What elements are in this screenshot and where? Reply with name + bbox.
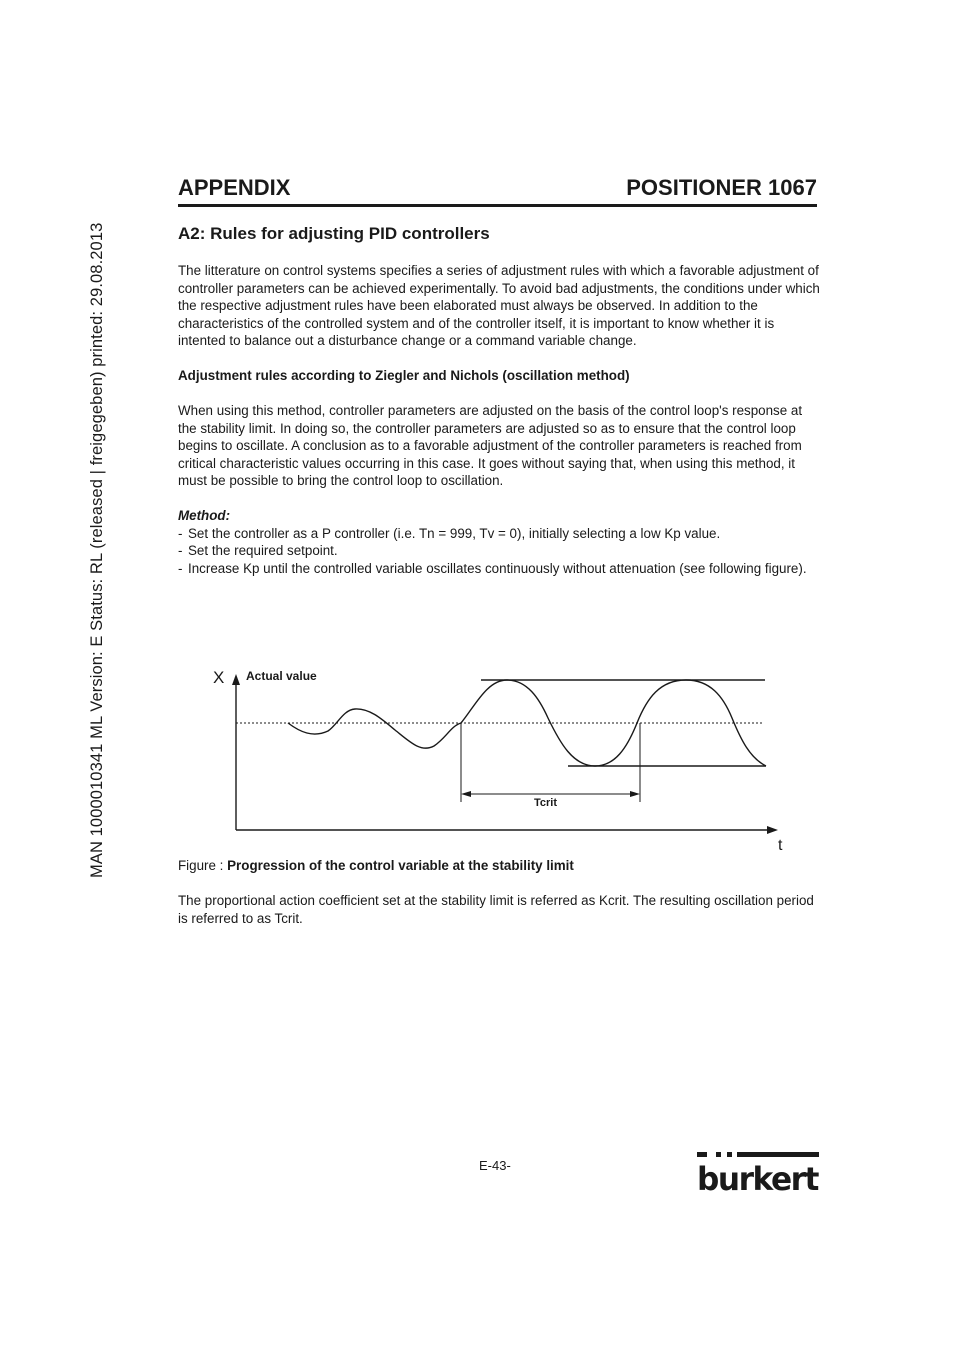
method-description: When using this method, controller parameters are adjusted on the basis of the control loop's response at the stability limit. In doing so, the controller parameters are adjusted so as to ensure that the control loop begins to oscillate. A conclusion as to a favorable adjustment of the controller parameters is reached from critical characteristic values occurring in this case. It goes without saying that, when using this method, it must be possible to bring the control loop to oscillation. [178,403,803,488]
burkert-logo [697,1152,819,1194]
tcrit-arrow-right-head [630,791,640,797]
x-axis-symbol: t [778,837,783,854]
logo-wordmark: burkert [697,1160,819,1194]
method-block [178,507,823,577]
tcrit-label: Tcrit [534,797,558,809]
caption-text: Progression of the control variable at the stability limit [227,858,574,873]
section-title: A2: Rules for adjusting PID controllers [178,224,490,243]
subheading: Adjustment rules according to Ziegler and Nichols (oscillation method) [178,368,630,383]
document-status-text: MAN 1000010341 ML Version: E Status: RL (released | freigegeben) printed: 29.08.2013 [88,222,106,878]
caption-prefix: Figure : [178,858,228,873]
header-product: POSITIONER 1067 [626,175,817,200]
y-axis-arrow [232,674,240,685]
header-appendix: APPENDIX [178,175,291,200]
method-steps [178,525,823,578]
method-step: - Set the required setpoint. [178,542,823,560]
oscillation-curve [288,680,766,766]
method-title: Method: [178,508,231,523]
page-number: E-43- [479,1158,511,1173]
page-header [178,170,817,207]
logo-dot [716,1152,721,1157]
y-axis-label: Actual value [246,669,317,683]
tcrit-arrow-left-head [461,791,471,797]
method-step: - Increase Kp until the controlled variable oscillates continuously without attenuation (see following figure). [178,560,823,578]
figure-caption [178,857,574,875]
logo-bar [697,1152,707,1157]
conclusion-paragraph: The proportional action coefficient set at the stability limit is referred as Kcrit. The resulting oscillation period is referred to as Tcrit. [178,893,814,926]
x-axis-arrow [767,826,778,834]
intro-paragraph: The litterature on control systems specifies a series of adjustment rules with which a favorable adjustment of controller parameters can be achieved experimentally. To avoid bad adjustments, the conditions under which the respective adjustment rules have been elaborated must always be observed. In addition to the characteristics of the controlled system and of the controller itself, it is important to know whether it is intented to balance out a disturbance change or a command variable change. [178,263,820,348]
y-axis-symbol: X [213,668,225,687]
method-step: - Set the controller as a P controller (i.e. Tn = 999, Tv = 0), initially selecting a low Kp value. [178,525,823,543]
oscillation-figure [205,658,795,858]
logo-dot [727,1152,732,1157]
logo-bar [737,1152,819,1157]
